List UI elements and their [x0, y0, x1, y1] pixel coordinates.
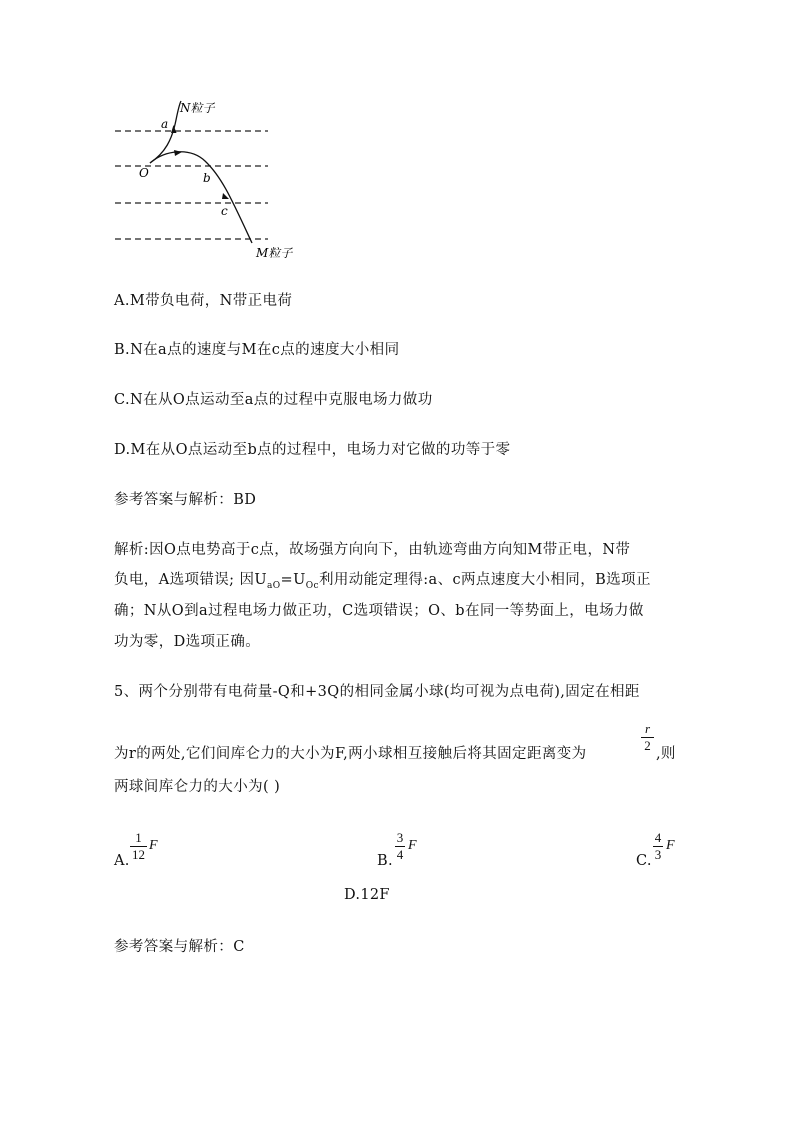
equipotential-lines [115, 131, 268, 239]
label-point-c: c [221, 204, 228, 218]
fraction-denominator: 2 [644, 738, 651, 753]
option-d: D.M在从O点运动至b点的过程中，电场力对它做的功等于零 [114, 442, 511, 458]
q5-option-c-label: C. [636, 853, 652, 869]
fraction-denominator: 4 [396, 847, 404, 862]
q5-option-b-var: F [408, 838, 417, 853]
fraction-r-over-2 [641, 722, 654, 753]
label-point-a: a [161, 117, 169, 131]
analysis-text: 负电，A选项错误; 因U [114, 572, 267, 588]
option-b: B.N在a点的速度与M在c点的速度大小相同 [114, 342, 400, 358]
analysis-line-3: 确；N从O到a过程电场力做正功，C选项错误；O、b在同一等势面上，电场力做 [114, 603, 644, 619]
q5-option-b-fraction [395, 831, 405, 862]
fraction-numerator: 4 [654, 830, 662, 845]
label-m-particle: M粒子 [256, 246, 293, 260]
label-point-b: b [203, 171, 211, 185]
subscript: aO [267, 580, 281, 591]
q5-line-3: 两球间库仑力的大小为( ) [114, 779, 281, 795]
fraction-numerator: 1 [135, 830, 142, 845]
analysis-text: 利用动能定理得:a、c两点速度大小相同，B选项正 [318, 572, 651, 588]
analysis-line-4: 功为零，D选项正确。 [114, 634, 261, 650]
arrow-m-top [174, 150, 182, 156]
analysis-line-1: 解析:因O点电势高于c点，故场强方向向下，由轨迹弯曲方向知M带正电，N带 [114, 542, 631, 558]
answer-q4: 参考答案与解析：BD [114, 492, 257, 508]
q5-option-b-label: B. [377, 853, 393, 869]
q5-option-a-label: A. [114, 853, 130, 869]
field-line-figure [110, 95, 310, 265]
q5-option-d: D.12F [344, 887, 390, 903]
answer-q5: 参考答案与解析：C [114, 939, 245, 955]
analysis-line-2 [114, 568, 651, 591]
q5-line-2: 为r的两处,它们间库仑力的大小为F,两小球相互接触后将其固定距离变为 [114, 746, 587, 762]
option-c: C.N在从O点运动至a点的过程中克服电场力做功 [114, 392, 433, 408]
q5-option-a-fraction [130, 831, 147, 862]
q5-option-c-fraction [653, 831, 663, 862]
q5-line-1: 5、两个分别带有电荷量-Q和+3Q的相同金属小球(均可视为点电荷),固定在相距 [114, 684, 640, 700]
q5-option-c-var: F [666, 838, 675, 853]
fraction-numerator: r [644, 721, 651, 736]
option-a: A.M带负电荷，N带正电荷 [114, 293, 293, 309]
fraction-denominator: 3 [654, 847, 662, 862]
subscript: Oc [305, 580, 319, 591]
q5-line-2-end: ,则 [656, 746, 676, 762]
label-point-o: O [139, 166, 149, 180]
label-n-particle: N粒子 [180, 101, 215, 115]
fraction-numerator: 3 [396, 830, 404, 845]
analysis-text: =U [280, 572, 306, 588]
q5-option-a-var: F [149, 838, 158, 853]
fraction-denominator: 12 [132, 847, 145, 862]
arrow-n [171, 125, 177, 133]
